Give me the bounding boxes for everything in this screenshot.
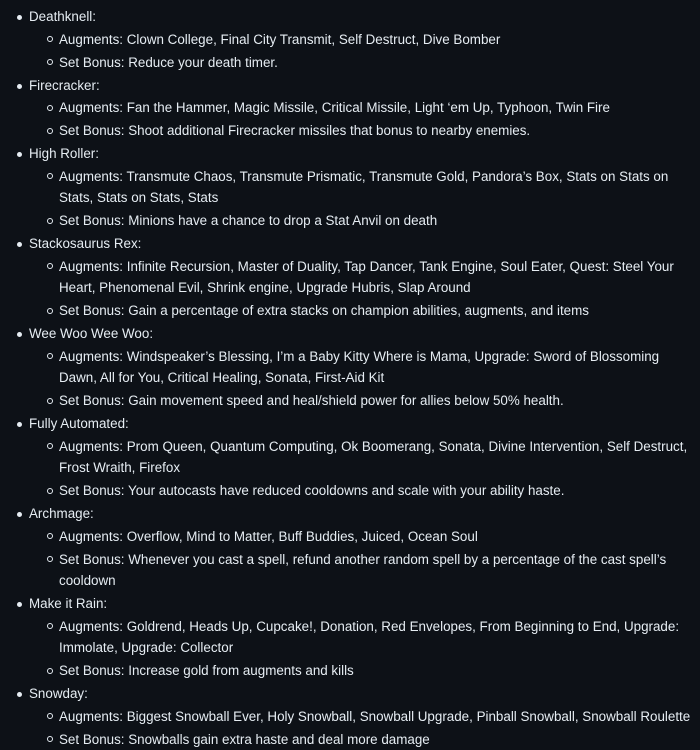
set-name: Fully Automated: <box>29 413 696 435</box>
set-name: High Roller: <box>29 143 696 165</box>
set-item <box>16 75 696 142</box>
set-name: Deathknell: <box>29 6 696 28</box>
set-name: Archmage: <box>29 503 696 525</box>
set-bonus: Set Bonus: Shoot additional Firecracker missiles that bonus to nearby enemies. <box>59 120 696 142</box>
set-augments: Augments: Fan the Hammer, Magic Missile, Critical Missile, Light ‘em Up, Typhoon, Twin Fire <box>59 97 696 119</box>
set-augments: Augments: Overflow, Mind to Matter, Buff Buddies, Juiced, Ocean Soul <box>59 526 696 548</box>
set-details <box>29 706 696 750</box>
set-name: Firecracker: <box>29 75 696 97</box>
set-bonus: Set Bonus: Minions have a chance to drop a Stat Anvil on death <box>59 210 696 232</box>
set-item <box>16 323 696 412</box>
set-name: Stackosaurus Rex: <box>29 233 696 255</box>
set-augments: Augments: Prom Queen, Quantum Computing, Ok Boomerang, Sonata, Divine Intervention, Self Destruct, Frost Wraith, Firefox <box>59 436 696 479</box>
set-augments: Augments: Biggest Snowball Ever, Holy Snowball, Snowball Upgrade, Pinball Snowball, Snowball Roulette <box>59 706 696 728</box>
set-details <box>29 346 696 412</box>
set-augments: Augments: Infinite Recursion, Master of Duality, Tap Dancer, Tank Engine, Soul Eater, Quest: Steel Your Heart, Phenomenal Evil, Shrink engine, Upgrade Hubris, Slap Around <box>59 256 696 299</box>
set-details <box>29 166 696 232</box>
set-details <box>29 29 696 74</box>
set-bonus: Set Bonus: Your autocasts have reduced cooldowns and scale with your ability haste. <box>59 480 696 502</box>
set-item <box>16 503 696 592</box>
set-bonus: Set Bonus: Gain movement speed and heal/shield power for allies below 50% health. <box>59 390 696 412</box>
set-details <box>29 526 696 592</box>
set-bonus: Set Bonus: Snowballs gain extra haste and deal more damage <box>59 729 696 750</box>
set-details <box>29 436 696 502</box>
set-item <box>16 143 696 232</box>
set-augments: Augments: Clown College, Final City Transmit, Self Destruct, Dive Bomber <box>59 29 696 51</box>
set-bonus: Set Bonus: Gain a percentage of extra stacks on champion abilities, augments, and items <box>59 300 696 322</box>
set-name: Snowday: <box>29 683 696 705</box>
set-details <box>29 256 696 322</box>
set-bonus: Set Bonus: Reduce your death timer. <box>59 52 696 74</box>
set-item <box>16 233 696 322</box>
set-item <box>16 683 696 750</box>
set-details <box>29 616 696 682</box>
set-bonus: Set Bonus: Increase gold from augments and kills <box>59 660 696 682</box>
set-item <box>16 6 696 73</box>
set-item <box>16 413 696 502</box>
set-item <box>16 593 696 682</box>
set-augments: Augments: Transmute Chaos, Transmute Prismatic, Transmute Gold, Pandora’s Box, Stats on Stats on Stats, Stats on Stats, Stats <box>59 166 696 209</box>
set-details <box>29 97 696 142</box>
set-bonus: Set Bonus: Whenever you cast a spell, refund another random spell by a percentage of the cast spell’s cooldown <box>59 549 696 592</box>
set-name: Wee Woo Wee Woo: <box>29 323 696 345</box>
set-augments: Augments: Windspeaker’s Blessing, I’m a Baby Kitty Where is Mama, Upgrade: Sword of Blossoming Dawn, All for You, Critical Healing, Sonata, First-Aid Kit <box>59 346 696 389</box>
set-augments: Augments: Goldrend, Heads Up, Cupcake!, Donation, Red Envelopes, From Beginning to End, Upgrade: Immolate, Upgrade: Collector <box>59 616 696 659</box>
set-name: Make it Rain: <box>29 593 696 615</box>
